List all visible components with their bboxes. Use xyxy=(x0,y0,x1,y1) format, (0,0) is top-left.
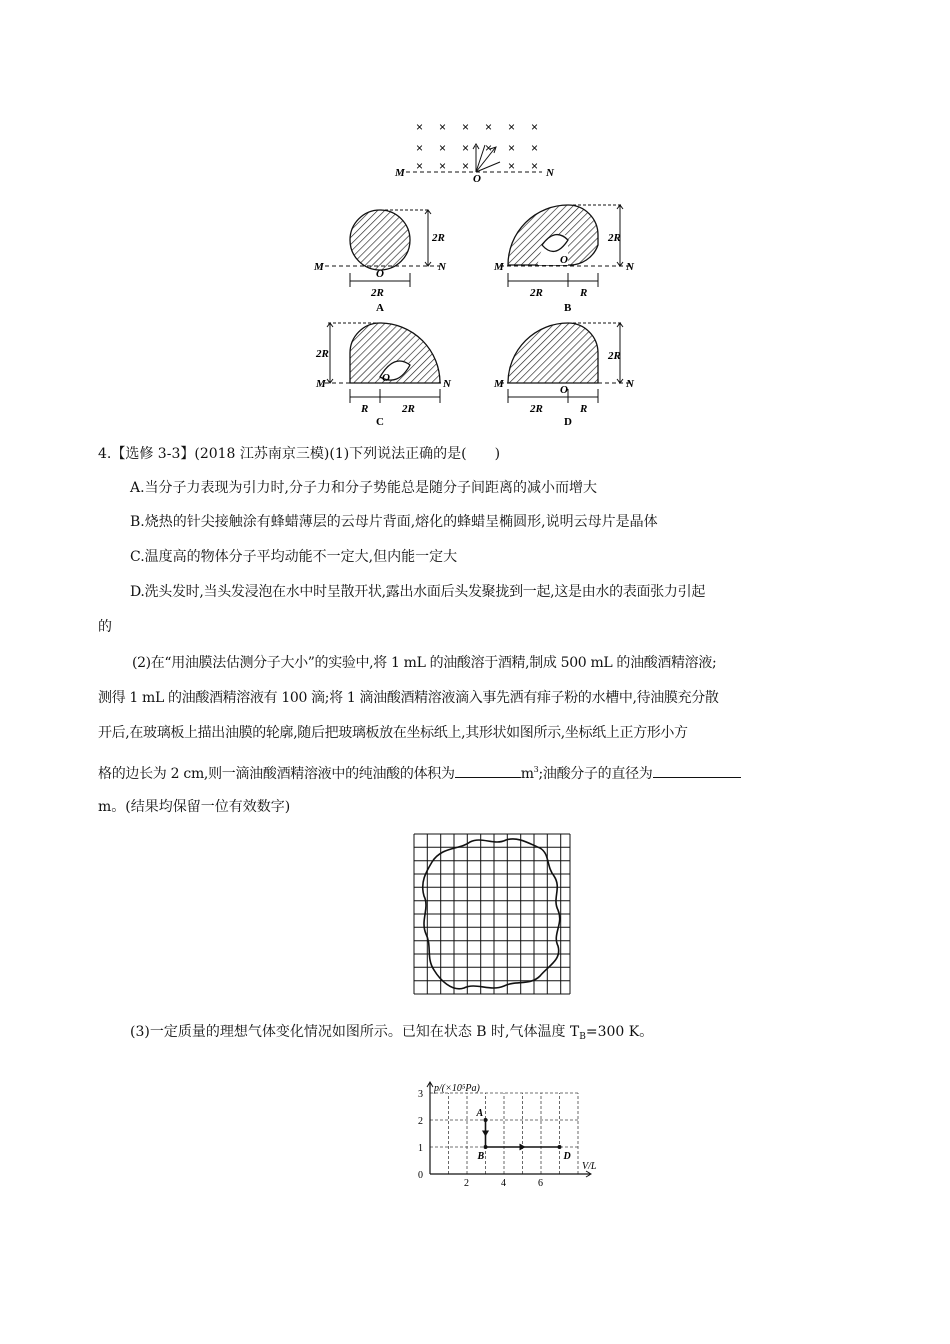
state-point-a xyxy=(484,1118,488,1122)
svg-text:×: × xyxy=(531,159,539,173)
q4-option-a: A.当分子力表现为引力时,分子力和分子势能总是随分子间距离的减小而增大 xyxy=(130,480,598,496)
q4-part2-line5: m。(结果均保留一位有效数字) xyxy=(98,799,291,815)
option-b-figure xyxy=(493,205,635,314)
svg-text:R: R xyxy=(361,403,369,415)
q4-option-d: D.洗头发时,当头发浸泡在水中时呈散开状,露出水面后头发聚拢到一起,这是由水的表面张力引起 xyxy=(130,584,706,600)
svg-text:×: × xyxy=(439,159,447,173)
svg-text:×: × xyxy=(462,141,470,155)
y-tick-label: 2 xyxy=(418,1116,423,1127)
svg-text:M: M xyxy=(395,167,405,179)
process-arrow xyxy=(483,1131,489,1136)
svg-text:C: C xyxy=(376,416,384,428)
svg-text:×: × xyxy=(416,141,424,155)
q4-option-c: C.温度高的物体分子平均动能不一定大,但内能一定大 xyxy=(130,549,458,565)
state-label: A xyxy=(476,1108,484,1119)
svg-text:A: A xyxy=(376,302,384,314)
svg-text:O: O xyxy=(473,173,481,185)
svg-text:2R: 2R xyxy=(432,232,445,244)
svg-text:×: × xyxy=(531,120,539,134)
y-tick-label: 3 xyxy=(418,1089,423,1100)
state-point-d xyxy=(558,1145,562,1149)
svg-text:×: × xyxy=(439,141,447,155)
svg-text:×: × xyxy=(462,120,470,134)
svg-text:M: M xyxy=(494,261,504,273)
svg-text:×: × xyxy=(416,120,424,134)
svg-text:M: M xyxy=(494,378,504,390)
state-point-b xyxy=(484,1145,488,1149)
x-tick-label: 4 xyxy=(501,1178,506,1189)
q4-part3: (3)一定质量的理想气体变化情况如图所示。已知在状态 B 时,气体温度 $T_B=300$ K。 xyxy=(130,1024,654,1042)
state-label: B xyxy=(477,1151,485,1162)
svg-text:R: R xyxy=(580,403,588,415)
oil-film-grid-figure xyxy=(412,832,572,997)
svg-text:×: × xyxy=(508,120,516,134)
x-tick-label: 2 xyxy=(464,1178,469,1189)
option-a-figure xyxy=(313,210,447,314)
svg-text:N: N xyxy=(546,167,554,179)
svg-text:×: × xyxy=(485,141,493,155)
pv-chart xyxy=(410,1050,597,1190)
svg-text:R: R xyxy=(580,287,588,299)
svg-text:2R: 2R xyxy=(608,350,621,362)
svg-text:N: N xyxy=(626,378,634,390)
svg-text:N: N xyxy=(626,261,634,273)
svg-text:M: M xyxy=(314,261,324,273)
svg-text:×: × xyxy=(531,141,539,155)
svg-text:2R: 2R xyxy=(316,348,329,360)
svg-text:×: × xyxy=(439,120,447,134)
q4-option-b: B.烧热的针尖接触涂有蜂蜡薄层的云母片背面,熔化的蜂蜡呈椭圆形,说明云母片是晶体 xyxy=(130,514,658,530)
q4-header: 4.【选修 3-3】(2018 江苏南京三模)(1)下列说法正确的是( ) xyxy=(98,446,501,462)
svg-text:×: × xyxy=(485,120,493,134)
answer-blank-volume[interactable] xyxy=(455,763,521,778)
svg-text:×: × xyxy=(508,159,516,173)
y-tick-label: 1 xyxy=(418,1143,423,1154)
svg-text:×: × xyxy=(508,141,516,155)
svg-text:2R: 2R xyxy=(530,403,543,415)
answer-blank-diameter[interactable] xyxy=(653,763,741,778)
svg-text:2R: 2R xyxy=(530,287,543,299)
process-arrow xyxy=(520,1144,525,1150)
svg-text:2R: 2R xyxy=(402,403,415,415)
q4-option-d-cont: 的 xyxy=(98,619,112,635)
svg-text:2R: 2R xyxy=(371,287,384,299)
svg-text:N: N xyxy=(438,261,446,273)
option-c-figure xyxy=(315,323,452,428)
svg-text:×: × xyxy=(462,159,470,173)
state-label: D xyxy=(563,1151,571,1162)
svg-text:D: D xyxy=(564,416,572,428)
q4-part2-line2: 测得 1 mL 的油酸酒精溶液有 100 滴;将 1 滴油酸酒精溶液滴入事先洒有痱子粉的水槽中,待油膜充分散 xyxy=(98,690,719,706)
x-tick-label: 6 xyxy=(538,1178,543,1189)
svg-text:2R: 2R xyxy=(608,232,621,244)
svg-text:O: O xyxy=(560,384,568,396)
option-d-figure xyxy=(493,323,635,428)
origin-label: 0 xyxy=(418,1170,423,1181)
y-axis-label: p/(×10⁵Pa) xyxy=(434,1083,480,1094)
q4-part2-line4: 格的边长为 2 cm,则一滴油酸酒精溶液中的纯油酸的体积为 $m^3$;油酸分子的直径为 xyxy=(98,760,741,784)
svg-text:×: × xyxy=(416,159,424,173)
particle-region-figure xyxy=(310,115,650,430)
x-axis-label: V/L xyxy=(582,1161,597,1172)
q4-part2-line3: 开后,在玻璃板上描出油膜的轮廓,随后把玻璃板放在坐标纸上,其形状如图所示,坐标纸上正方形小方 xyxy=(98,725,688,741)
svg-text:N: N xyxy=(443,378,451,390)
q4-part2-line1: (2)在“用油膜法估测分子大小”的实验中,将 1 mL 的油酸溶于酒精,制成 500 mL 的油酸酒精溶液; xyxy=(132,655,717,671)
svg-text:O: O xyxy=(382,372,390,384)
svg-text:O: O xyxy=(560,254,568,266)
svg-text:O: O xyxy=(376,268,384,280)
svg-text:M: M xyxy=(316,378,326,390)
svg-text:B: B xyxy=(564,302,572,314)
